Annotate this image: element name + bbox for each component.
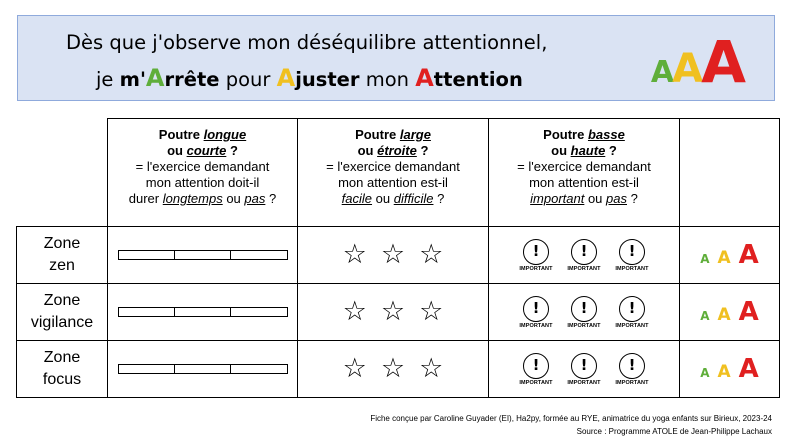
header-width: Poutre large ou étroite ? = l'exercice demandant mon attention est-il facile ou difficile ? — [298, 119, 489, 227]
important-icon: ! IMPORTANT — [564, 239, 604, 272]
banner — [17, 15, 775, 101]
banner-text: pour — [219, 68, 277, 91]
important-icon: ! IMPORTANT — [516, 239, 556, 272]
star-icon: ☆ — [342, 296, 381, 327]
banner-letter-a-green: A — [145, 64, 165, 92]
aaa-letters: A A A — [680, 227, 780, 284]
star-rating — [298, 354, 488, 384]
banner-line-1: Dès que j'observe mon déséquilibre attentionnel, — [66, 31, 548, 54]
table-row — [17, 227, 780, 284]
header-length: Poutre longue ou courte ? = l'exercice demandant mon attention doit-il durer longtemps ou pas ? — [108, 119, 298, 227]
star-icon: ☆ — [342, 353, 381, 384]
banner-letter-a-red: A — [415, 64, 434, 92]
important-icon: ! IMPORTANT — [516, 353, 556, 386]
credit-line-2: Source : Programme ATOLE de Jean-Philippe Lachaux — [576, 427, 772, 436]
banner-text: je — [96, 68, 120, 91]
logo-letter-green: A — [650, 55, 675, 90]
credit-line-1: Fiche conçue par Caroline Guyader (EI), Ha2py, formée au RYE, animatrice du yoga enfants sur Birieux, 2023-24 — [370, 414, 772, 423]
banner-text: ttention — [433, 68, 523, 91]
important-icon: ! IMPORTANT — [564, 353, 604, 386]
zone-label-focus: Zone focus — [17, 341, 108, 398]
banner-letter-a-yellow: A — [276, 64, 296, 92]
banner-text: juster — [295, 68, 360, 91]
star-rating — [298, 240, 488, 270]
beam-bar — [118, 250, 288, 260]
corner-cell — [17, 119, 108, 227]
star-icon: ☆ — [419, 353, 458, 384]
zone-label-zen: Zone zen — [17, 227, 108, 284]
table-row — [17, 341, 780, 398]
star-icon: ☆ — [380, 296, 420, 327]
aaa-logo — [650, 28, 746, 96]
star-rating — [298, 297, 488, 327]
header-height: Poutre basse ou haute ? = l'exercice demandant mon attention est-il important ou pas ? — [489, 119, 680, 227]
star-icon: ☆ — [380, 239, 420, 270]
important-icon: ! IMPORTANT — [612, 296, 652, 329]
important-icon: ! IMPORTANT — [516, 296, 556, 329]
banner-text: rrête — [164, 68, 220, 91]
header-word: courte — [186, 143, 227, 158]
table-row — [17, 284, 780, 341]
header-word: longue — [203, 127, 247, 142]
important-icon: ! IMPORTANT — [612, 353, 652, 386]
logo-letter-red: A — [701, 28, 746, 96]
zone-label-vigilance: Zone vigilance — [17, 284, 108, 341]
header-aaa — [680, 119, 780, 227]
star-icon: ☆ — [419, 239, 458, 270]
aaa-letters: A A A — [680, 341, 780, 398]
important-icon: ! IMPORTANT — [564, 296, 604, 329]
banner-line-2 — [96, 64, 523, 92]
star-icon: ☆ — [342, 239, 381, 270]
banner-text: mon — [359, 68, 416, 91]
aaa-letters: A A A — [680, 284, 780, 341]
beam-bar — [118, 364, 288, 374]
attention-grid — [16, 118, 780, 398]
important-icon: ! IMPORTANT — [612, 239, 652, 272]
star-icon: ☆ — [380, 353, 420, 384]
beam-bar — [118, 307, 288, 317]
star-icon: ☆ — [419, 296, 458, 327]
logo-letter-yellow: A — [672, 46, 704, 92]
banner-text: m' — [119, 68, 146, 91]
